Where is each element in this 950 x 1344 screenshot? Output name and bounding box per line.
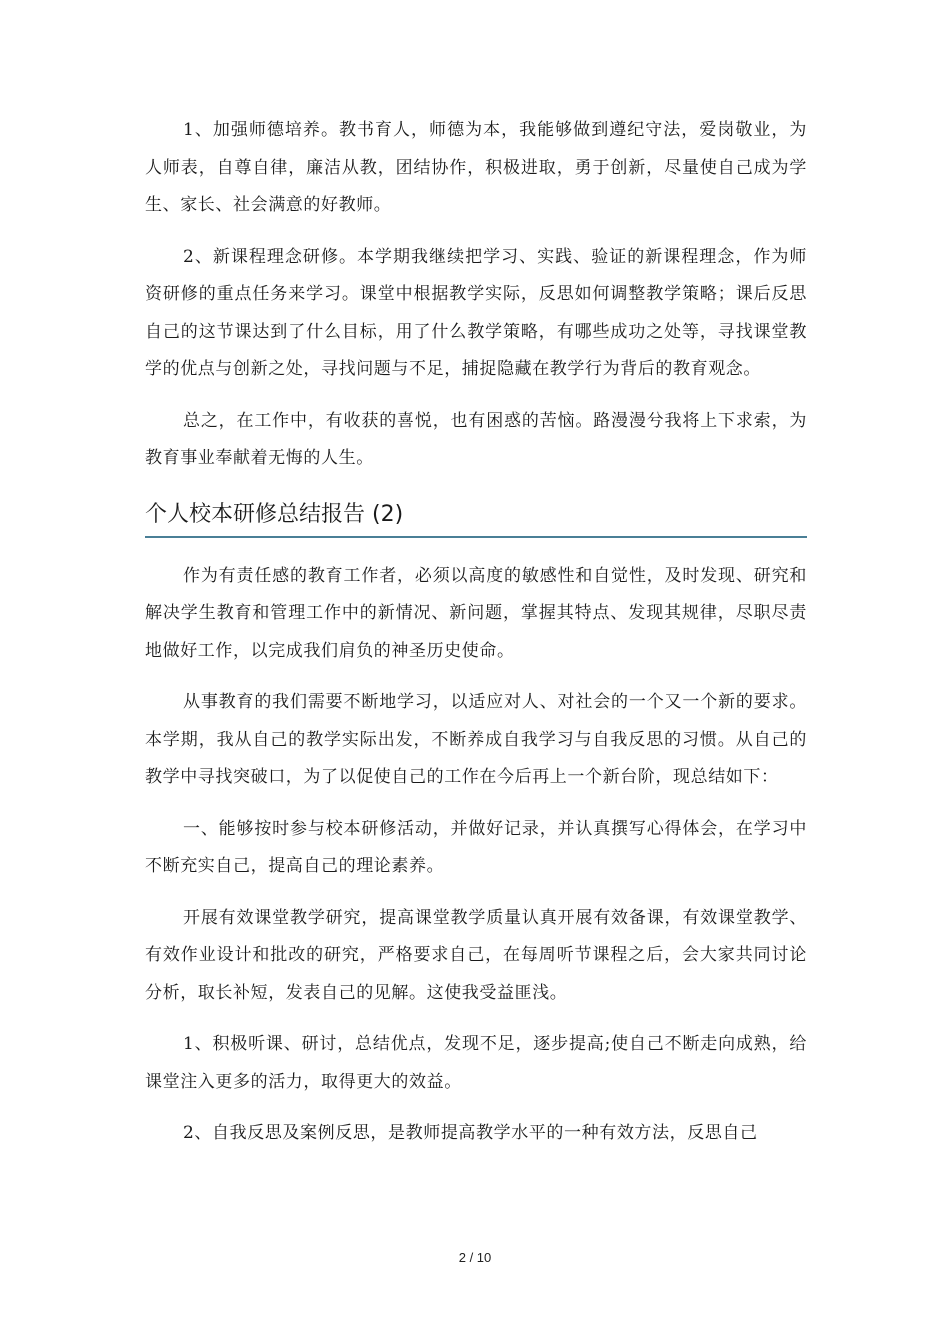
paragraph: 1、积极听课、研讨，总结优点，发现不足，逐步提高;使自己不断走向成熟，给课堂注入更多的活力，取得更大的效益。 — [145, 1034, 807, 1092]
document-page — [145, 112, 807, 1167]
paragraph: 一、能够按时参与校本研修活动，并做好记录，并认真撰写心得体会，在学习中不断充实自己，提高自己的理论素养。 — [145, 818, 807, 876]
paragraph: 2、新课程理念研修。本学期我继续把学习、实践、验证的新课程理念，作为师资研修的重点任务来学习。课堂中根据教学实际，反思如何调整教学策略；课后反思自己的这节课达到了什么目标，用了什么教学策略，有哪些成功之处等，寻找课堂教学的优点与创新之处，寻找问题与不足，捕捉隐藏在教学行为背后的教育观念。 — [145, 246, 807, 379]
paragraph: 从事教育的我们需要不断地学习，以适应对人、对社会的一个又一个新的要求。本学期，我从自己的教学实际出发，不断养成自我学习与自我反思的习惯。从自己的教学中寻找突破口，为了以促使自己的工作在今后再上一个新台阶，现总结如下： — [145, 692, 807, 787]
paragraph: 1、加强师德培养。教书育人，师德为本，我能够做到遵纪守法，爱岗敬业，为人师表，自尊自律，廉洁从教，团结协作，积极进取，勇于创新，尽量使自己成为学生、家长、社会满意的好教师。 — [145, 120, 807, 215]
paragraph: 2、自我反思及案例反思，是教师提高教学水平的一种有效方法，反思自己 — [183, 1123, 758, 1143]
paragraph: 开展有效课堂教学研究，提高课堂教学质量认真开展有效备课，有效课堂教学、有效作业设计和批改的研究，严格要求自己，在每周听节课程之后，会大家共同讨论分析，取长补短，发表自己的见解。这使我受益匪浅。 — [145, 907, 807, 1003]
section-heading: 个人校本研修总结报告 (2) — [145, 498, 807, 538]
paragraph: 总之，在工作中，有收获的喜悦，也有困惑的苦恼。路漫漫兮我将上下求索，为教育事业奉献着无悔的人生。 — [145, 410, 807, 468]
page-number: 2 / 10 — [458, 1250, 492, 1265]
paragraph: 作为有责任感的教育工作者，必须以高度的敏感性和自觉性，及时发现、研究和解决学生教育和管理工作中的新情况、新问题，掌握其特点、发现其规律，尽职尽责地做好工作，以完成我们肩负的神圣历史使命。 — [145, 565, 807, 661]
